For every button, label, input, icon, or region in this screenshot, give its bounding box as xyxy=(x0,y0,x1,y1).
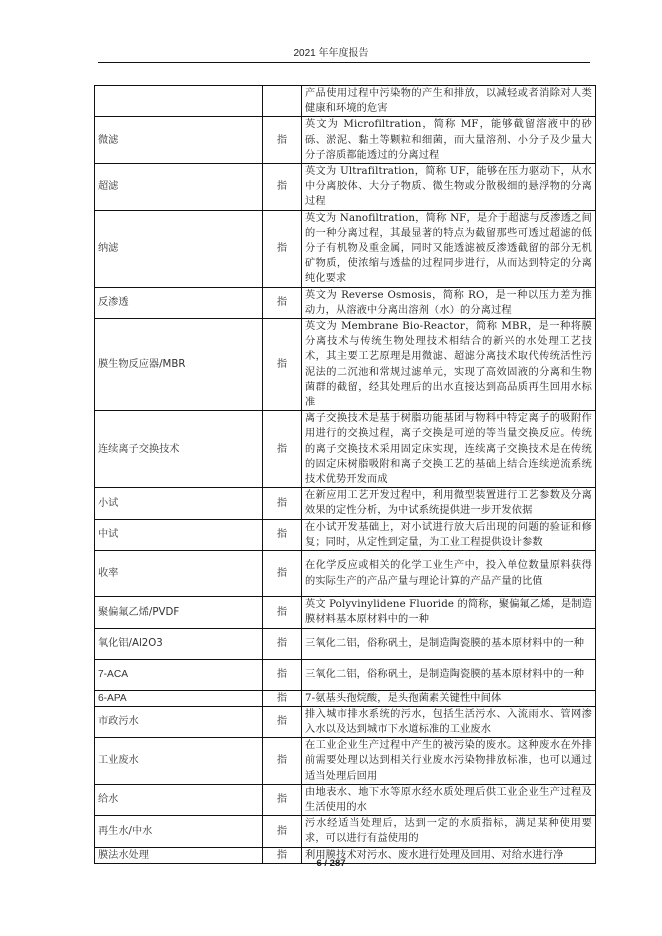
table-row xyxy=(95,86,596,117)
refers-to-cell xyxy=(263,86,302,117)
page-header: 2021 年年度报告 xyxy=(293,48,369,59)
refers-to-cell: 指 xyxy=(263,287,302,318)
table-row xyxy=(95,659,596,690)
term-cell: 小试 xyxy=(95,488,263,519)
definition-cell: 英文为 Nanofiltration，简称 NF，是介于超滤与反渗透之间的一种分离过程，其最显著的特点为截留那些可透过超滤的低分子有机物及重金属，同时又能透滤被反渗透截留的部分无机矿物质，使浓缩与透盐的过程同步进行，从而达到特定的分离纯化要求 xyxy=(302,210,596,287)
table-row xyxy=(95,210,596,287)
definition-cell: 7-氨基头孢烷酸，是头孢菌素关键性中间体 xyxy=(302,690,596,706)
table-row xyxy=(95,738,596,785)
refers-to-cell: 指 xyxy=(263,659,302,690)
definition-cell: 在小试开发基础上，对小试进行放大后出现的问题的验证和修复；同时，从定性到定量，为工业工程提供设计参数 xyxy=(302,519,596,550)
table-row xyxy=(95,628,596,659)
refers-to-cell: 指 xyxy=(263,847,302,863)
definition-cell: 污水经适当处理后，达到一定的水质指标，满足某种使用要求，可以进行有益使用的 xyxy=(302,816,596,847)
refers-to-cell: 指 xyxy=(263,706,302,737)
term-cell: 再生水/中水 xyxy=(95,816,263,847)
table-row xyxy=(95,411,596,488)
definition-cell: 三氧化二铝，俗称矾土，是制造陶瓷膜的基本原材料中的一种 xyxy=(302,628,596,659)
refers-to-cell: 指 xyxy=(263,816,302,847)
table-row xyxy=(95,319,596,411)
definition-cell: 英文为 Ultrafiltration，简称 UF，能够在压力驱动下，从水中分离胶体、大分子物质、微生物或分散极细的悬浮物的分离过程 xyxy=(302,164,596,211)
refers-to-cell: 指 xyxy=(263,738,302,785)
term-cell: 微滤 xyxy=(95,117,263,164)
table-row xyxy=(95,597,596,628)
page-number: 6 / 287 xyxy=(316,858,346,869)
term-cell: 超滤 xyxy=(95,164,263,211)
glossary-table xyxy=(94,85,596,864)
glossary-body xyxy=(95,86,596,864)
term-cell: 纳滤 xyxy=(95,210,263,287)
refers-to-cell: 指 xyxy=(263,411,302,488)
definition-cell: 在新应用工艺开发过程中，利用微型装置进行工艺参数及分离效果的定性分析，为中试系统提供进一步开发依据 xyxy=(302,488,596,519)
term-cell: 工业废水 xyxy=(95,738,263,785)
term-cell: 连续离子交换技术 xyxy=(95,411,263,488)
term-cell: 膜法水处理 xyxy=(95,847,263,863)
term-cell: 氧化铝/Al2O3 xyxy=(95,628,263,659)
table-row xyxy=(95,690,596,706)
definition-cell: 由地表水、地下水等原水经水质处理后供工业企业生产过程及生活使用的水 xyxy=(302,784,596,815)
definition-cell: 离子交换技术是基于树脂功能基团与物料中特定离子的吸附作用进行的交换过程，离子交换是可逆的等当量交换反应。传统的离子交换技术采用固定床实现，连续离子交换技术是在传统的固定床树脂吸附和离子交换工艺的基础上结合连续逆流系统技术优势开发而成 xyxy=(302,411,596,488)
refers-to-cell: 指 xyxy=(263,164,302,211)
term-cell: 中试 xyxy=(95,519,263,550)
definition-cell: 在化学反应或相关的化学工业生产中，投入单位数量原料获得的实际生产的产品产量与理论计算的产品产量的比值 xyxy=(302,551,596,597)
definition-cell: 三氧化二铝，俗称矾土，是制造陶瓷膜的基本原材料中的一种 xyxy=(302,659,596,690)
definition-cell: 产品使用过程中污染物的产生和排放，以减轻或者消除对人类健康和环境的危害 xyxy=(302,86,596,117)
table-row xyxy=(95,551,596,597)
refers-to-cell: 指 xyxy=(263,597,302,628)
header-divider xyxy=(98,62,590,63)
term-cell: 给水 xyxy=(95,784,263,815)
term-cell: 7-ACA xyxy=(95,659,263,690)
refers-to-cell: 指 xyxy=(263,628,302,659)
refers-to-cell: 指 xyxy=(263,551,302,597)
table-row xyxy=(95,117,596,164)
term-cell: 膜生物反应器/MBR xyxy=(95,319,263,411)
refers-to-cell: 指 xyxy=(263,319,302,411)
table-row xyxy=(95,816,596,847)
definition-cell: 排入城市排水系统的污水，包括生活污水、入流雨水、管网渗入水以及达到城市下水道标准的工业废水 xyxy=(302,706,596,737)
term-cell: 市政污水 xyxy=(95,706,263,737)
refers-to-cell: 指 xyxy=(263,519,302,550)
definition-cell: 利用膜技术对污水、废水进行处理及回用、对给水进行净 xyxy=(302,847,596,863)
table-row xyxy=(95,784,596,815)
definition-cell: 英文为 Reverse Osmosis，简称 RO，是一种以压力差为推动力，从溶液中分离出溶剂（水）的分离过程 xyxy=(302,287,596,318)
term-cell xyxy=(95,86,263,117)
table-row xyxy=(95,706,596,737)
definition-cell: 英文为 Membrane Bio-Reactor，简称 MBR，是一种将膜分离技术与传统生物处理技术相结合的新兴的水处理工艺技术，其主要工艺原理是用微滤、超滤分离技术取代传统活性污泥法的二沉池和常规过滤单元，实现了高效固液的分离和生物菌群的截留，经其处理后的出水直接达到高品质再生回用水标准 xyxy=(302,319,596,411)
term-cell: 6-APA xyxy=(95,690,263,706)
definition-cell: 在工业企业生产过程中产生的被污染的废水。这种废水在外排前需要处理以达到相关行业废水污染物排放标准，也可以通过适当处理后回用 xyxy=(302,738,596,785)
refers-to-cell: 指 xyxy=(263,488,302,519)
table-row xyxy=(95,164,596,211)
definition-cell: 英文 Polyvinylidene Fluoride 的简称，聚偏氟乙烯，是制造膜材料基本原材料中的一种 xyxy=(302,597,596,628)
refers-to-cell: 指 xyxy=(263,784,302,815)
refers-to-cell: 指 xyxy=(263,690,302,706)
term-cell: 聚偏氟乙烯/PVDF xyxy=(95,597,263,628)
refers-to-cell: 指 xyxy=(263,210,302,287)
table-row xyxy=(95,287,596,318)
term-cell: 收率 xyxy=(95,551,263,597)
definition-cell: 英文为 Microfiltration，简称 MF，能够截留溶液中的砂砾、淤泥、黏土等颗粒和细菌，而大量溶剂、小分子及少量大分子溶质都能透过的分离过程 xyxy=(302,117,596,164)
table-row xyxy=(95,488,596,519)
refers-to-cell: 指 xyxy=(263,117,302,164)
table-row xyxy=(95,519,596,550)
term-cell: 反渗透 xyxy=(95,287,263,318)
